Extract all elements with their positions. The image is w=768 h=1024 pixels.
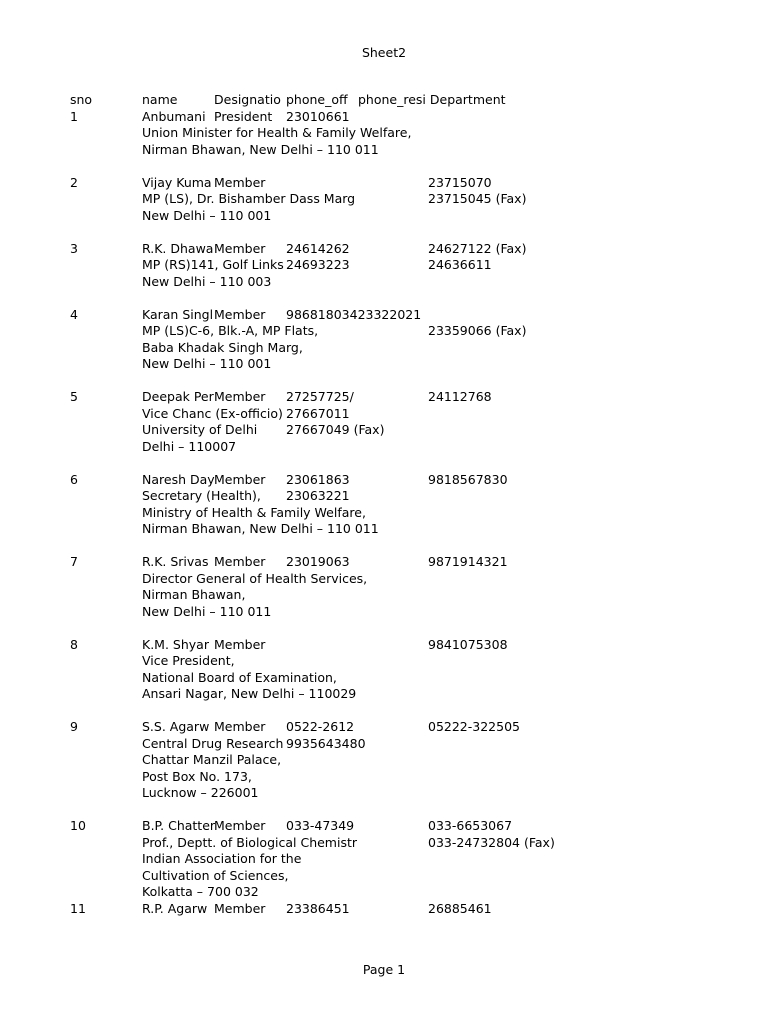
address-line-row: [70, 191, 630, 208]
cell-phone-resi-extra: 033-24732804 (Fax): [428, 834, 555, 850]
cell-name: R.K. Srivas: [142, 554, 209, 569]
cell-phone-off-extra: 23063221: [286, 488, 350, 503]
cell-phone-off-extra: 9935643480: [286, 735, 366, 751]
cell-phone-off: 0522-2612: [286, 719, 355, 734]
address-line-row: [70, 835, 630, 852]
cell-sno: 1: [70, 108, 78, 124]
cell-address-line: Vice President,: [142, 653, 235, 668]
address-line-row: [70, 340, 630, 357]
cell-phone-off: 27257725/: [286, 389, 354, 404]
cell-phone-off: [286, 637, 358, 654]
address-line-row: [70, 785, 630, 802]
cell-phone-off-extra: 27667049 (Fax): [286, 422, 385, 437]
cell-sno: 6: [70, 471, 78, 487]
cell-name: Anbumani: [142, 108, 206, 124]
cell-address-line: Union Minister for Health & Family Welfare,: [142, 125, 412, 140]
address-line-row: [70, 571, 630, 588]
address-line-row: [70, 884, 630, 901]
cell-designation: Member: [214, 719, 266, 734]
cell-name: B.P. Chatter: [142, 818, 216, 833]
cell-phone-resi: [428, 307, 628, 324]
cell-phone-resi: 9871914321: [428, 554, 508, 569]
cell-sno: 7: [70, 554, 78, 569]
cell-address-line: Indian Association for the: [142, 851, 302, 866]
cell-designation: Member: [214, 636, 266, 652]
cell-name: K.M. Shyar: [142, 636, 209, 652]
cell-designation: President: [214, 108, 273, 124]
cell-phone-off: 23386451: [286, 900, 350, 916]
table-row: [70, 109, 630, 126]
table-row: [70, 901, 630, 918]
cell-address-line: Secretary (Health),: [142, 488, 261, 503]
cell-address-line: Delhi – 110007: [142, 438, 237, 454]
cell-sno: 9: [70, 719, 78, 734]
cell-name: Karan Singl: [142, 306, 214, 322]
cell-address-line: National Board of Examination,: [142, 669, 337, 685]
cell-designation: Member: [214, 174, 266, 190]
cell-address-line: Director General of Health Services,: [142, 570, 368, 586]
cell-name: Deepak Per: [142, 389, 214, 404]
cell-address-line: Nirman Bhawan, New Delhi – 110 011: [142, 141, 379, 157]
table-row: [70, 637, 630, 654]
cell-name: Vijay Kuma: [142, 174, 212, 190]
table-row: [70, 818, 630, 835]
address-line-row: [70, 274, 630, 291]
cell-phone-resi: 05222-322505: [428, 719, 520, 734]
cell-phone-off: 98681803423322021: [286, 306, 422, 322]
col-header-phone-resi-department: phone_resi Department: [358, 92, 506, 107]
cell-address-line: New Delhi – 110 001: [142, 356, 272, 371]
cell-sno: 10: [70, 818, 86, 833]
sheet-title: Sheet2: [361, 45, 407, 60]
blank-row: [70, 455, 630, 472]
cell-address-line: New Delhi – 110 001: [142, 207, 272, 223]
cell-sno: 3: [70, 240, 78, 256]
cell-sno: 8: [70, 636, 78, 652]
cell-address-line: New Delhi – 110 011: [142, 603, 272, 619]
cell-phone-off: 23061863: [286, 471, 350, 487]
address-line-row: [70, 604, 630, 621]
cell-phone-resi-extra: 23715045 (Fax): [428, 191, 527, 206]
address-line-row: [70, 653, 630, 670]
cell-phone-resi: 9841075308: [428, 636, 508, 652]
cell-address-line: MP (RS)141, Golf Links: [142, 257, 284, 272]
cell-phone-off: [286, 175, 358, 192]
cell-phone-resi: 24112768: [428, 389, 492, 404]
address-line-row: [70, 752, 630, 769]
cell-sno: 11: [70, 900, 86, 916]
address-line-row: [70, 670, 630, 687]
cell-phone-resi: 033-6653067: [428, 818, 513, 833]
cell-address-line: Ansari Nagar, New Delhi – 110029: [142, 686, 357, 701]
cell-phone-off-extra: 24693223: [286, 257, 350, 272]
column-header-row: [70, 92, 630, 109]
table-row: [70, 307, 630, 324]
cell-phone-off: 033-47349: [286, 818, 355, 833]
cell-sno: 4: [70, 306, 78, 322]
address-line-row: [70, 439, 630, 456]
page-number: Page 1: [362, 962, 406, 977]
blank-row: [70, 620, 630, 637]
address-line-row: [70, 736, 630, 753]
address-line-row: [70, 587, 630, 604]
blank-row: [70, 802, 630, 819]
blank-row: [70, 224, 630, 241]
table-row: [70, 241, 630, 258]
cell-address-line: MP (LS), Dr. Bishamber Dass Marg: [142, 191, 356, 206]
data-grid: [70, 92, 630, 917]
cell-phone-resi: 24627122 (Fax): [428, 240, 527, 256]
cell-address-line: Nirman Bhawan,: [142, 587, 246, 602]
col-header-sno: sno: [70, 92, 93, 107]
cell-designation: Member: [214, 389, 266, 404]
address-line-row: [70, 505, 630, 522]
address-line-row: [70, 356, 630, 373]
cell-designation: Member: [214, 306, 266, 322]
cell-designation: Member: [214, 900, 266, 916]
cell-sno: 2: [70, 174, 78, 190]
cell-phone-off: 23010661: [286, 108, 350, 124]
cell-address-line: Chattar Manzil Palace,: [142, 752, 282, 767]
blank-row: [70, 538, 630, 555]
blank-row: [70, 703, 630, 720]
cell-sno: 5: [70, 389, 78, 404]
cell-address-line: Nirman Bhawan, New Delhi – 110 011: [142, 521, 379, 536]
address-line-row: [70, 769, 630, 786]
address-line-row: [70, 422, 630, 439]
cell-address-line: Prof., Deptt. of Biological Chemistr: [142, 834, 358, 850]
cell-address-line: Vice Chanc (Ex-officio): [142, 405, 283, 421]
col-header-designation: Designatio: [214, 92, 281, 107]
address-line-row: [70, 868, 630, 885]
cell-address-line: Central Drug Research: [142, 735, 284, 751]
cell-phone-off: 24614262: [286, 240, 350, 256]
cell-designation: Member: [214, 471, 266, 487]
address-line-row: [70, 125, 630, 142]
cell-designation: Member: [214, 818, 266, 833]
cell-address-line: Post Box No. 173,: [142, 768, 252, 784]
cell-phone-resi: 26885461: [428, 900, 492, 916]
cell-address-line: Lucknow – 226001: [142, 785, 259, 800]
address-line-row: [70, 686, 630, 703]
cell-address-line: MP (LS)C-6, Blk.-A, MP Flats,: [142, 323, 319, 338]
cell-name: R.P. Agarw: [142, 900, 208, 916]
cell-address-line: Cultivation of Sciences,: [142, 867, 289, 883]
cell-phone-off-extra: 27667011: [286, 405, 350, 421]
table-row: [70, 472, 630, 489]
cell-address-line: University of Delhi: [142, 422, 258, 437]
col-header-name: name: [142, 92, 178, 107]
address-line-row: [70, 142, 630, 159]
address-line-row: [70, 257, 630, 274]
cell-address-line: Kolkatta – 700 032: [142, 884, 259, 899]
cell-address-line: New Delhi – 110 003: [142, 273, 272, 289]
cell-designation: Member: [214, 554, 266, 569]
cell-address-line: Ministry of Health & Family Welfare,: [142, 504, 366, 520]
cell-address-line: Baba Khadak Singh Marg,: [142, 339, 303, 355]
blank-row: [70, 373, 630, 390]
cell-name: R.K. Dhawa: [142, 240, 214, 256]
col-header-phone-off: phone_off: [286, 92, 348, 107]
cell-phone-resi: 9818567830: [428, 471, 508, 487]
address-line-row: [70, 488, 630, 505]
blank-row: [70, 158, 630, 175]
table-row: [70, 719, 630, 736]
cell-name: Naresh Day: [142, 471, 215, 487]
cell-phone-off: 23019063: [286, 554, 350, 569]
cell-phone-resi-extra: 23359066 (Fax): [428, 323, 527, 338]
table-row: [70, 175, 630, 192]
blank-row: [70, 290, 630, 307]
cell-phone-resi: [428, 109, 628, 126]
table-row: [70, 389, 630, 406]
cell-phone-resi: 23715070: [428, 174, 492, 190]
address-line-row: [70, 851, 630, 868]
address-line-row: [70, 521, 630, 538]
cell-phone-resi-extra: 24636611: [428, 257, 492, 272]
cell-designation: Member: [214, 240, 266, 256]
address-line-row: [70, 323, 630, 340]
address-line-row: [70, 406, 630, 423]
table-row: [70, 554, 630, 571]
cell-name: S.S. Agarw: [142, 719, 210, 734]
address-line-row: [70, 208, 630, 225]
